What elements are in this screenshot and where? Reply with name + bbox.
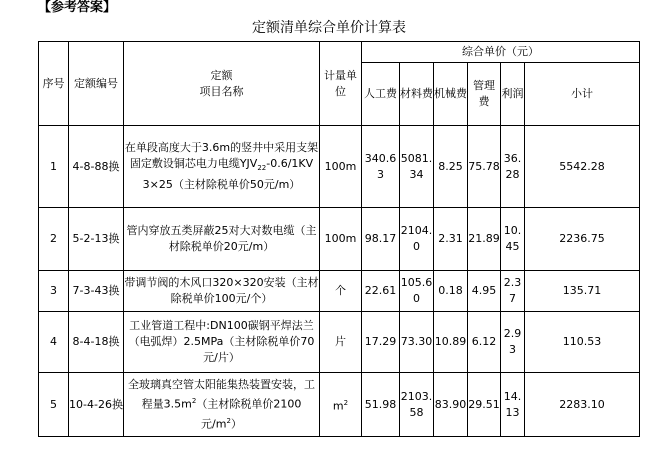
row-description-superscript: 2 (191, 396, 197, 405)
row-profit: 36.28 (501, 126, 525, 208)
row-seq: 5 (39, 373, 69, 437)
header-material: 材料费 (400, 63, 434, 126)
row-unit: 100m (320, 126, 362, 208)
header-item-line2: 项目名称 (199, 84, 244, 98)
row-machine: 8.25 (434, 126, 468, 208)
row-material: 5081.34 (400, 126, 434, 208)
table-row (39, 312, 640, 373)
row-material: 2104.0 (400, 208, 434, 271)
row-unit-superscript: 2 (343, 398, 349, 407)
row-profit: 2.93 (501, 312, 525, 373)
row-unit: 个 (320, 271, 362, 312)
row-subtotal: 5542.28 (525, 126, 640, 208)
row-subtotal: 110.53 (525, 312, 640, 373)
row-unit: 100m (320, 208, 362, 271)
table-row (39, 373, 640, 437)
row-description: 工业管道工程中:DN100碳钢平焊法兰（电弧焊）2.5MPa（主材除税单价70元/片） (124, 312, 320, 373)
row-management: 21.89 (468, 208, 501, 271)
row-subtotal: 2236.75 (525, 208, 640, 271)
row-subtotal: 2283.10 (525, 373, 640, 437)
row-profit: 2.37 (501, 271, 525, 312)
row-labor: 22.61 (362, 271, 400, 312)
row-material: 2103.58 (400, 373, 434, 437)
row-code: 5-2-13换 (69, 208, 124, 271)
header-row-top (39, 42, 640, 63)
row-description-text: 全玻璃真空管太阳能集热装置安装，工程量3.5m (128, 377, 315, 411)
row-machine: 83.90 (434, 373, 468, 437)
table-row (39, 208, 640, 271)
row-unit-base: m (332, 399, 344, 413)
row-description-text: 在单段高度大于3.6m的竖井中采用支架固定敷设铜芯电力电缆YJV (124, 141, 319, 171)
row-machine: 2.31 (434, 208, 468, 271)
row-subtotal: 135.71 (525, 271, 640, 312)
header-management: 管理费 (468, 63, 501, 126)
row-seq: 2 (39, 208, 69, 271)
header-profit: 利润 (501, 63, 525, 126)
row-machine: 0.18 (434, 271, 468, 312)
header-machine: 机械费 (434, 63, 468, 126)
row-management: 4.95 (468, 271, 501, 312)
header-unit: 计量单位 (320, 42, 362, 126)
row-material: 73.30 (400, 312, 434, 373)
row-code: 7-3-43换 (69, 271, 124, 312)
row-description: 管内穿放五类屏蔽25对大对数电缆（主材除税单价20元/m） (124, 208, 320, 271)
row-description-text-rest: ） (230, 417, 242, 431)
row-profit: 14.13 (501, 373, 525, 437)
row-description (124, 373, 320, 437)
row-description: 带调节阀的木风口320×320安装（主材除税单价100元/个） (124, 271, 320, 312)
header-code: 定额编号 (69, 42, 124, 126)
row-seq: 1 (39, 126, 69, 208)
row-labor: 51.98 (362, 373, 400, 437)
row-seq: 4 (39, 312, 69, 373)
row-profit: 10.45 (501, 208, 525, 271)
header-item-line1: 定额 (210, 68, 233, 82)
table-row (39, 271, 640, 312)
row-labor: 98.17 (362, 208, 400, 271)
row-labor: 17.29 (362, 312, 400, 373)
row-description-subscript: 22 (257, 164, 267, 173)
header-seq: 序号 (39, 42, 69, 126)
header-subtotal: 小计 (525, 63, 640, 126)
row-code: 8-4-18换 (69, 312, 124, 373)
row-unit (320, 373, 362, 437)
row-description (124, 126, 320, 208)
row-management: 6.12 (468, 312, 501, 373)
quota-price-table (38, 41, 640, 437)
row-management: 75.78 (468, 126, 501, 208)
row-labor: 340.63 (362, 126, 400, 208)
row-description-superscript-2: 2 (226, 416, 231, 425)
header-composite: 综合单价（元） (362, 42, 640, 63)
table-row (39, 126, 640, 208)
row-machine: 10.89 (434, 312, 468, 373)
row-unit: 片 (320, 312, 362, 373)
table-title: 定额清单综合单价计算表 (252, 20, 406, 36)
row-management: 29.51 (468, 373, 501, 437)
reference-answer-label: 【参考答案】 (38, 0, 117, 15)
header-item (124, 42, 320, 126)
header-labor: 人工费 (362, 63, 400, 126)
row-code: 10-4-26换 (69, 373, 124, 437)
row-material: 105.60 (400, 271, 434, 312)
row-code: 4-8-88换 (69, 126, 124, 208)
row-seq: 3 (39, 271, 69, 312)
row-description-text-rest: -0.6/1KV 3×25（主材除税单价50元/m） (142, 157, 314, 191)
row-description-text-mid: （主材除税单价2100元/m (196, 397, 302, 431)
